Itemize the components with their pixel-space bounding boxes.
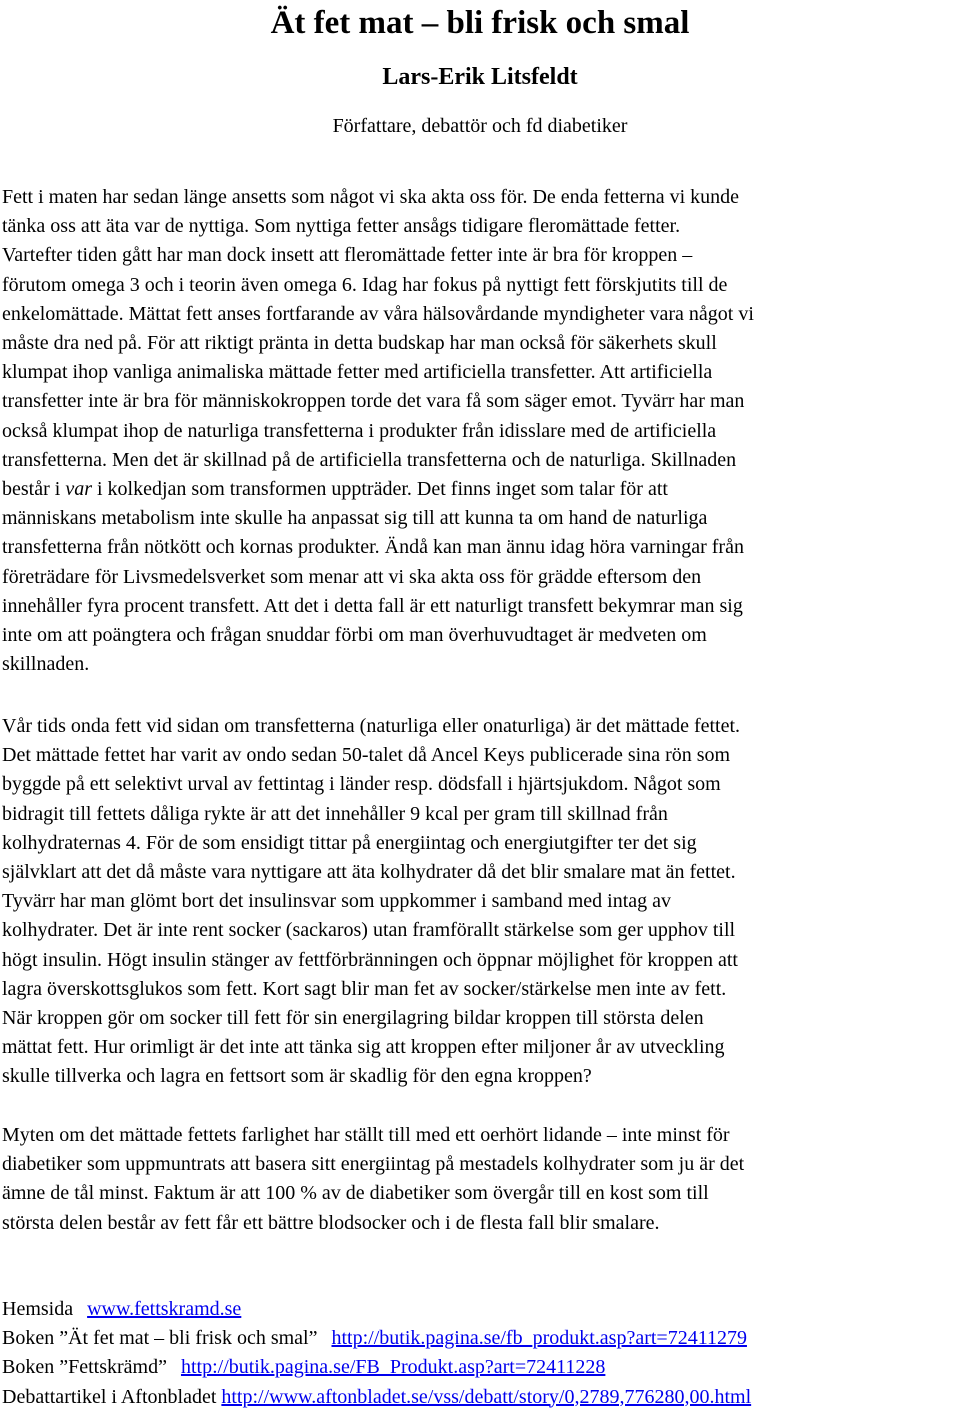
- link-row-article: [2, 1383, 960, 1412]
- paragraph-line: högt insulin. Högt insulin stänger av fettförbränningen och öppnar möjlighet för kroppen att: [2, 948, 738, 971]
- paragraph-line: kolhydrater. Det är inte rent socker (sackaros) utan framförallt stärkelse som ger upphov till: [2, 919, 736, 942]
- paragraph-1: [2, 183, 960, 679]
- paragraph-line: Tyvärr har man glömt bort det insulinsvar som uppkommer i samband med intag av: [2, 890, 672, 913]
- paragraph-line: företrädare för Livsmedelsverket som menar att vi ska akta oss för grädde eftersom den: [2, 565, 702, 588]
- paragraph-line: Det mättade fettet har varit av ondo sedan 50-talet då Ancel Keys publicerade sina rön som: [2, 744, 731, 767]
- paragraph-line: också klumpat ihop de naturliga transfetterna i produkter från idisslare med de artificiella: [2, 419, 717, 442]
- paragraph-line: [2, 475, 960, 504]
- link-label: Boken ”Ät fet mat – bli frisk och smal”: [2, 1327, 318, 1350]
- paragraph-line: enkelomättade. Mättat fett anses fortfarande av våra hälsovårdande myndigheter vara något vi: [2, 302, 754, 325]
- homepage-link[interactable]: www.fettskramd.se: [87, 1298, 242, 1320]
- paragraph-line: transfetterna från nötkött och kornas produkter. Ändå kan man ännu idag höra varningar från: [2, 536, 744, 559]
- paragraph-line: bidragit till fettets dåliga rykte är att det innehåller 9 kcal per gram till skillnad från: [2, 802, 668, 825]
- paragraph-line: tänka oss att äta var de nyttiga. Som nyttiga fetter ansågs tidigare fleromättade fetter.: [2, 215, 681, 238]
- author-name: Lars-Erik Litsfeldt: [382, 64, 578, 90]
- paragraph-line: kolhydraternas 4. För de som ensidigt tittar på energiintag och energiutgifter ter det sig: [2, 831, 697, 854]
- paragraph-2: [2, 712, 960, 1092]
- paragraph-line: diabetiker som uppmuntrats att basera sitt energiintag på mestadels kolhydrater som ju är det: [2, 1153, 745, 1176]
- paragraph-line: Vartefter tiden gått har man dock insett att fleromättade fetter inte är bra för kroppen –: [2, 244, 693, 267]
- book-link-fettskramd[interactable]: http://butik.pagina.se/FB_Produkt.asp?art=72411228: [180, 1356, 606, 1379]
- italic-text: var: [65, 478, 92, 501]
- paragraph-line: ämne de tål minst. Faktum är att 100 % av de diabetiker som övergår till en kost som till: [2, 1182, 709, 1205]
- document-title: Ät fet mat – bli frisk och smal: [270, 5, 690, 41]
- paragraph-line: Vår tids onda fett vid sidan om transfetterna (naturliga eller onaturliga) är det mättade fettet.: [2, 715, 741, 737]
- paragraph-line: skulle tillverka och lagra en fettsort som är skadlig för den egna kroppen?: [2, 1065, 592, 1088]
- links-section: [2, 1295, 960, 1412]
- link-row-book-1: [2, 1324, 960, 1353]
- article-link-aftonbladet[interactable]: http://www.aftonbladet.se/vss/debatt/story/0,2789,776280,00.html: [221, 1385, 752, 1408]
- paragraph-line: förutom omega 3 och i teorin även omega 6. Idag har fokus på nyttigt fett förskjutits till de: [2, 273, 728, 296]
- paragraph-line: Myten om det mättade fettets farlighet har ställt till med ett oerhört lidande – inte minst för: [2, 1124, 730, 1146]
- paragraph-line: lagra överskottsglukos som fett. Kort sagt blir man fet av socker/stärkelse men inte av fett.: [2, 977, 727, 1000]
- paragraph-line: skillnaden.: [2, 653, 90, 676]
- paragraph-3: [2, 1121, 960, 1238]
- paragraph-line: människans metabolism inte skulle ha anpassat sig till att kunna ta om hand de naturliga: [2, 507, 708, 530]
- link-row-book-2: [2, 1353, 960, 1382]
- paragraph-line: måste dra ned på. För att riktigt pränta in detta budskap har man också för säkerhets skull: [2, 332, 717, 355]
- paragraph-line: Fett i maten har sedan länge ansetts som något vi ska akta oss för. De enda fetterna vi kunde: [2, 186, 740, 208]
- link-row-homepage: [2, 1295, 960, 1324]
- link-label: Hemsida: [2, 1298, 74, 1320]
- paragraph-line: transfetter inte är bra för människokroppen torde det vara få som säger emot. Tyvärr har man: [2, 390, 745, 413]
- link-label: Boken ”Fettskrämd”: [2, 1356, 167, 1379]
- paragraph-line: byggde på ett selektivt urval av fettintag i länder resp. dödsfall i hjärtsjukdom. Något som: [2, 773, 721, 796]
- paragraph-line: klumpat ihop vanliga animaliska mättade fetter med artificiella transfetter. Att artificiella: [2, 361, 713, 384]
- paragraph-line: innehåller fyra procent transfett. Att det i detta fall är ett naturligt transfett bekymrar man sig: [2, 594, 743, 617]
- paragraph-line: inte om att poängtera och frågan snuddar förbi om man överhuvudtaget är medveten om: [2, 624, 707, 647]
- paragraph-line: självklart att det då måste vara nyttigare att äta kolhydrater då det blir smalare mat än fettet.: [2, 861, 736, 884]
- paragraph-line: största delen består av fett får ett bättre blodsocker och i de flesta fall blir smalare.: [2, 1211, 660, 1234]
- text-run: i kolkedjan som transformen uppträder. Det finns inget som talar för att: [91, 478, 668, 501]
- link-label: Debattartikel i Aftonbladet: [2, 1385, 217, 1408]
- paragraph-line: När kroppen gör om socker till fett för sin energilagring bildar kroppen till största delen: [2, 1007, 704, 1030]
- book-link-at-fet-mat[interactable]: http://butik.pagina.se/fb_produkt.asp?art=72411279: [331, 1327, 747, 1350]
- paragraph-line: transfetterna. Men det är skillnad på de artificiella transfetterna och de naturliga. Skillnaden: [2, 448, 737, 471]
- text-run: består i: [2, 478, 66, 501]
- author-role: Författare, debattör och fd diabetiker: [332, 115, 628, 137]
- paragraph-line: mättat fett. Hur orimligt är det inte att tänka sig att kroppen efter miljoner år av utveckling: [2, 1036, 725, 1059]
